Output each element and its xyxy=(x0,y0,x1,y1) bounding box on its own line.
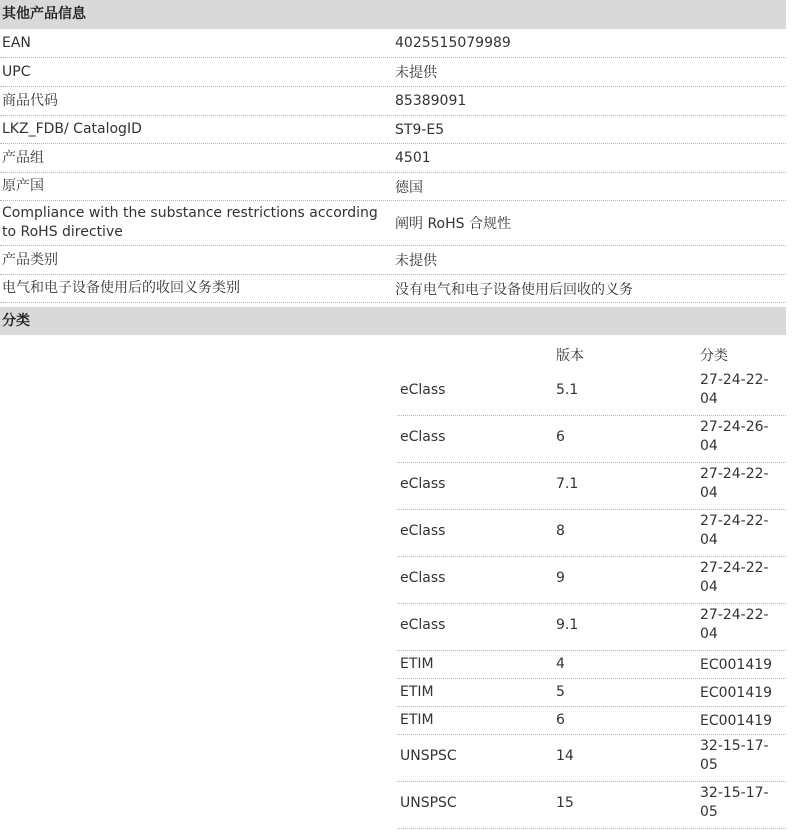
cell-system: eClass xyxy=(400,429,446,445)
row-value: 德国 xyxy=(395,179,423,196)
cell-system: ETIM xyxy=(400,712,434,728)
row-value: 未提供 xyxy=(395,65,437,81)
cell-version: 14 xyxy=(556,748,574,764)
cell-system: eClass xyxy=(400,382,446,398)
row-label: 产品组 xyxy=(2,149,44,166)
cell-class-line2: 04 xyxy=(700,485,718,501)
cell-version: 6 xyxy=(556,429,565,445)
cell-class-line2: 04 xyxy=(700,438,718,454)
table-row xyxy=(397,707,786,735)
classification-header-row xyxy=(0,335,786,369)
cell-class-line1: 32-15-17- xyxy=(700,738,769,754)
column-header-version: 版本 xyxy=(556,348,584,364)
cell-system: ETIM xyxy=(400,656,434,672)
row-value: 未提供 xyxy=(395,253,437,269)
row-value: 85389091 xyxy=(395,93,467,109)
cell-class xyxy=(700,737,769,775)
table-row xyxy=(397,735,786,782)
cell-system: UNSPSC xyxy=(400,748,457,764)
table-row xyxy=(397,510,786,557)
column-header-class: 分类 xyxy=(700,348,728,364)
table-row xyxy=(0,116,786,144)
cell-class-line1: 27-24-22- xyxy=(700,607,769,623)
row-value: ST9-E5 xyxy=(395,121,445,138)
section-header-classification: 分类 xyxy=(0,307,786,335)
table-row xyxy=(0,144,786,173)
row-label: UPC xyxy=(2,63,31,80)
table-row xyxy=(0,29,786,58)
cell-class-line2: 05 xyxy=(700,804,718,820)
cell-class xyxy=(700,465,769,503)
row-label: EAN xyxy=(2,34,31,51)
cell-class xyxy=(700,606,769,644)
cell-class: EC001419 xyxy=(700,657,773,673)
table-row xyxy=(397,604,786,651)
cell-version: 5.1 xyxy=(556,382,579,398)
row-label: 商品代码 xyxy=(2,92,58,109)
table-row xyxy=(397,369,786,416)
cell-version: 9.1 xyxy=(556,617,579,633)
cell-system: UNSPSC xyxy=(400,795,457,811)
cell-class xyxy=(700,371,769,409)
table-row xyxy=(397,782,786,829)
cell-class-line1: 27-24-22- xyxy=(700,513,769,529)
cell-class-line2: 05 xyxy=(700,757,718,773)
cell-class-line1: 27-24-22- xyxy=(700,466,769,482)
cell-class: EC001419 xyxy=(700,685,773,701)
cell-class-line2: 04 xyxy=(700,391,718,407)
cell-class-line1: 27-24-26- xyxy=(700,419,769,435)
cell-version: 8 xyxy=(556,523,565,539)
table-row xyxy=(397,416,786,463)
cell-system: eClass xyxy=(400,617,446,633)
cell-class: EC001419 xyxy=(700,713,773,729)
cell-class-line2: 04 xyxy=(700,532,718,548)
other-info-table xyxy=(0,29,786,303)
cell-class-line2: 04 xyxy=(700,626,718,642)
cell-version: 7.1 xyxy=(556,476,579,492)
row-value: 4025515079989 xyxy=(395,35,511,51)
cell-version: 9 xyxy=(556,570,565,586)
cell-class xyxy=(700,784,769,822)
cell-version: 4 xyxy=(556,656,565,672)
row-value: 4501 xyxy=(395,150,431,166)
cell-class-line1: 27-24-22- xyxy=(700,372,769,388)
cell-system: ETIM xyxy=(400,684,434,700)
cell-class-line2: 04 xyxy=(700,579,718,595)
table-row xyxy=(0,275,786,303)
cell-class xyxy=(700,418,769,456)
table-row xyxy=(397,463,786,510)
table-row xyxy=(0,87,786,116)
row-label: LKZ_FDB/ CatalogID xyxy=(2,121,142,137)
row-value: 没有电气和电子设备使用后回收的义务 xyxy=(395,281,633,298)
table-row xyxy=(0,173,786,201)
row-label: Compliance with the substance restrictions according to RoHS directive xyxy=(2,205,378,240)
cell-version: 5 xyxy=(556,684,565,700)
table-row xyxy=(397,679,786,707)
table-row xyxy=(0,246,786,275)
cell-version: 6 xyxy=(556,712,565,728)
cell-class-line1: 32-15-17- xyxy=(700,785,769,801)
classification-table xyxy=(0,335,786,829)
table-row xyxy=(0,58,786,87)
cell-class-line1: 27-24-22- xyxy=(700,560,769,576)
row-label: 电气和电子设备使用后的收回义务类别 xyxy=(2,280,240,296)
cell-system: eClass xyxy=(400,523,446,539)
table-row xyxy=(397,557,786,604)
cell-system: eClass xyxy=(400,476,446,492)
table-row xyxy=(397,651,786,679)
section-header-other-info: 其他产品信息 xyxy=(0,0,786,29)
cell-class xyxy=(700,512,769,550)
cell-system: eClass xyxy=(400,570,446,586)
row-value: 阐明 RoHS 合规性 xyxy=(395,216,511,232)
cell-version: 15 xyxy=(556,795,574,811)
cell-class xyxy=(700,559,769,597)
row-label: 原产国 xyxy=(2,178,44,194)
table-row xyxy=(0,201,786,246)
row-label: 产品类别 xyxy=(2,251,58,268)
